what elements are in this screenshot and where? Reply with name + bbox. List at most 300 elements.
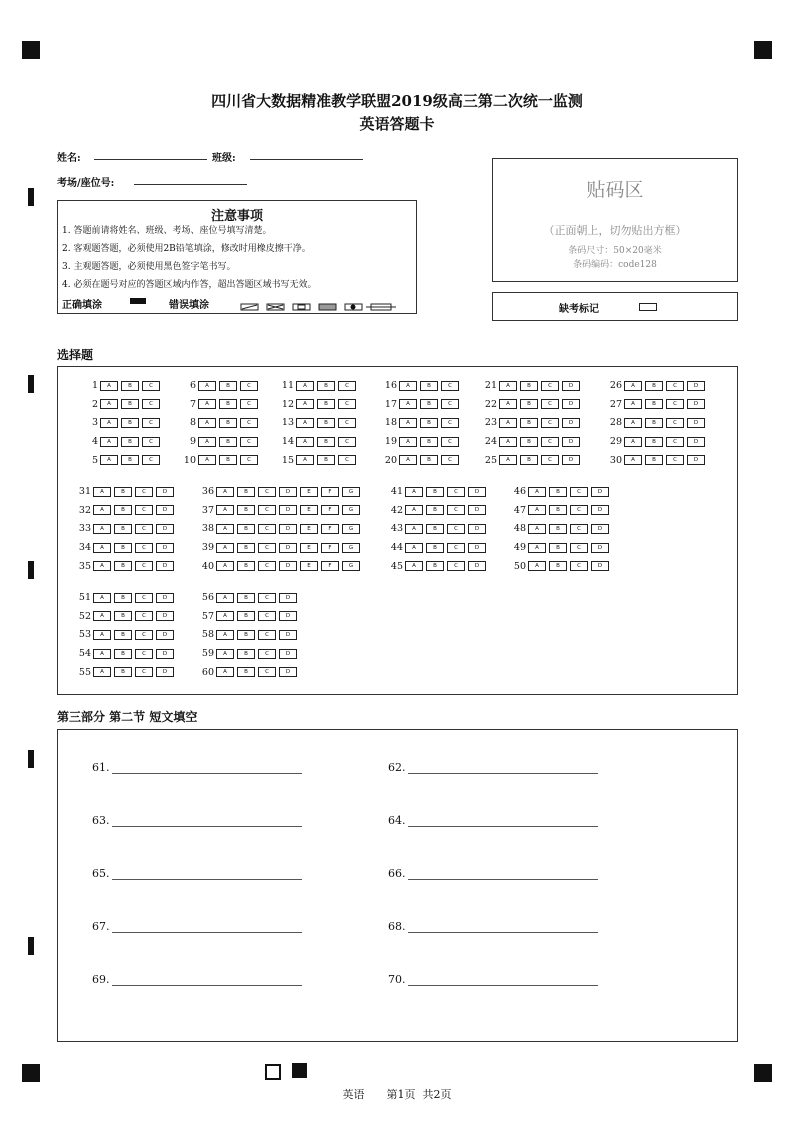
option-bubble-d[interactable]: D xyxy=(468,505,486,515)
option-bubble-a[interactable]: A xyxy=(198,437,216,447)
option-bubble-c[interactable]: C xyxy=(240,437,258,447)
option-bubble-b[interactable]: B xyxy=(420,437,438,447)
option-bubble-b[interactable]: B xyxy=(237,524,255,534)
option-bubble-c[interactable]: C xyxy=(142,399,160,409)
option-bubble-c[interactable]: C xyxy=(135,667,153,677)
question-number: 59 xyxy=(201,648,214,660)
option-bubble-d[interactable]: D xyxy=(156,593,174,603)
option-bubble-a[interactable]: A xyxy=(624,455,642,465)
option-bubble-d[interactable]: D xyxy=(591,543,609,553)
option-bubble-c[interactable]: C xyxy=(441,399,459,409)
answer-line[interactable] xyxy=(408,922,598,933)
option-bubble-b[interactable]: B xyxy=(420,418,438,428)
option-bubble-f[interactable]: F xyxy=(321,505,339,515)
option-bubble-b[interactable]: B xyxy=(549,524,567,534)
option-bubble-a[interactable]: A xyxy=(198,399,216,409)
option-bubble-d[interactable]: D xyxy=(687,455,705,465)
answer-line[interactable] xyxy=(408,869,598,880)
question-number: 43 xyxy=(390,523,403,535)
option-bubble-c[interactable]: C xyxy=(142,381,160,391)
option-bubble-a[interactable]: A xyxy=(399,381,417,391)
option-bubble-d[interactable]: D xyxy=(279,593,297,603)
option-bubble-a[interactable]: A xyxy=(93,593,111,603)
option-bubble-d[interactable]: D xyxy=(468,524,486,534)
option-bubble-a[interactable]: A xyxy=(216,593,234,603)
question-number: 53 xyxy=(78,629,91,641)
question-number: 11 xyxy=(281,380,294,391)
page-subtitle: 英语答题卡 xyxy=(359,115,435,133)
option-bubble-a[interactable]: A xyxy=(399,418,417,428)
fill-item-69 xyxy=(92,973,302,986)
option-bubble-b[interactable]: B xyxy=(121,418,139,428)
option-bubble-d[interactable]: D xyxy=(279,505,297,515)
option-bubble-c[interactable]: C xyxy=(447,561,465,571)
question-number: 54 xyxy=(78,648,91,660)
option-bubble-b[interactable]: B xyxy=(520,381,538,391)
option-bubble-c[interactable]: C xyxy=(441,381,459,391)
option-bubble-b[interactable]: B xyxy=(237,487,255,497)
option-bubble-d[interactable]: D xyxy=(562,399,580,409)
option-bubble-b[interactable]: B xyxy=(645,455,663,465)
option-bubble-a[interactable]: A xyxy=(499,455,517,465)
option-bubble-c[interactable]: C xyxy=(135,649,153,659)
option-bubble-d[interactable]: D xyxy=(156,611,174,621)
option-bubble-d[interactable]: D xyxy=(156,543,174,553)
choice-question-36 xyxy=(198,486,363,497)
question-number: 51 xyxy=(78,592,91,603)
option-bubble-a[interactable]: A xyxy=(216,561,234,571)
question-number: 32 xyxy=(78,504,91,516)
option-bubble-a[interactable]: A xyxy=(528,561,546,571)
option-bubble-c[interactable]: C xyxy=(441,437,459,447)
option-bubble-c[interactable]: C xyxy=(142,455,160,465)
option-bubble-a[interactable]: A xyxy=(624,399,642,409)
answer-line[interactable] xyxy=(408,763,598,774)
option-bubble-d[interactable]: D xyxy=(279,667,297,677)
barcode-title: 贴码区 xyxy=(586,179,644,201)
option-bubble-a[interactable]: A xyxy=(93,505,111,515)
option-bubble-d[interactable]: D xyxy=(156,487,174,497)
option-bubble-b[interactable]: B xyxy=(317,381,335,391)
option-bubble-d[interactable]: D xyxy=(687,418,705,428)
option-bubble-d[interactable]: D xyxy=(156,630,174,640)
option-bubble-b[interactable]: B xyxy=(317,437,335,447)
option-bubble-b[interactable]: B xyxy=(114,667,132,677)
option-bubble-b[interactable]: B xyxy=(317,418,335,428)
option-bubble-d[interactable]: D xyxy=(279,561,297,571)
option-bubble-a[interactable]: A xyxy=(93,611,111,621)
option-bubble-c[interactable]: C xyxy=(541,437,559,447)
option-bubble-b[interactable]: B xyxy=(121,399,139,409)
option-bubble-f[interactable]: F xyxy=(321,487,339,497)
option-bubble-e[interactable]: E xyxy=(300,543,318,553)
side-mark xyxy=(28,188,34,206)
option-bubble-c[interactable]: C xyxy=(666,399,684,409)
option-bubble-c[interactable]: C xyxy=(258,630,276,640)
option-bubble-d[interactable]: D xyxy=(156,667,174,677)
seat-field[interactable] xyxy=(134,184,247,185)
option-bubble-b[interactable]: B xyxy=(219,437,237,447)
choice-question-21 xyxy=(481,380,583,391)
absent-checkbox[interactable] xyxy=(639,303,657,311)
choice-question-8 xyxy=(180,417,261,428)
option-bubble-c[interactable]: C xyxy=(258,505,276,515)
choice-question-24 xyxy=(481,436,583,447)
option-bubble-c[interactable]: C xyxy=(666,381,684,391)
option-bubble-c[interactable]: C xyxy=(541,455,559,465)
option-bubble-b[interactable]: B xyxy=(520,437,538,447)
option-bubble-a[interactable]: A xyxy=(399,455,417,465)
corner-mark-bottom-right xyxy=(754,1064,772,1082)
option-bubble-a[interactable]: A xyxy=(198,455,216,465)
option-bubble-c[interactable]: C xyxy=(135,505,153,515)
option-bubble-b[interactable]: B xyxy=(237,593,255,603)
fill-number: 62. xyxy=(388,761,406,774)
option-bubble-c[interactable]: C xyxy=(447,543,465,553)
option-bubble-c[interactable]: C xyxy=(240,399,258,409)
question-number: 40 xyxy=(201,560,214,572)
option-bubble-d[interactable]: D xyxy=(591,487,609,497)
option-bubble-a[interactable]: A xyxy=(216,611,234,621)
option-bubble-f[interactable]: F xyxy=(321,561,339,571)
option-bubble-b[interactable]: B xyxy=(549,487,567,497)
question-number: 58 xyxy=(201,629,214,641)
option-bubble-b[interactable]: B xyxy=(114,524,132,534)
option-bubble-c[interactable]: C xyxy=(447,505,465,515)
option-bubble-a[interactable]: A xyxy=(499,399,517,409)
option-bubble-b[interactable]: B xyxy=(549,561,567,571)
option-bubble-d[interactable]: D xyxy=(279,524,297,534)
correct-fill-label: 正确填涂 xyxy=(62,300,102,311)
choice-question-14 xyxy=(278,436,359,447)
question-number: 6 xyxy=(189,380,196,391)
option-bubble-d[interactable]: D xyxy=(562,455,580,465)
question-number: 2 xyxy=(91,398,98,410)
option-bubble-g[interactable]: G xyxy=(342,487,360,497)
option-bubble-c[interactable]: C xyxy=(570,561,588,571)
option-bubble-c[interactable]: C xyxy=(240,381,258,391)
option-bubble-d[interactable]: D xyxy=(562,418,580,428)
choice-question-13 xyxy=(278,417,359,428)
option-bubble-b[interactable]: B xyxy=(426,524,444,534)
option-bubble-d[interactable]: D xyxy=(687,399,705,409)
option-bubble-c[interactable]: C xyxy=(258,649,276,659)
option-bubble-e[interactable]: E xyxy=(300,505,318,515)
question-number: 8 xyxy=(189,417,196,429)
question-number: 41 xyxy=(390,486,403,497)
fill-number: 61. xyxy=(92,761,110,774)
fill-item-64 xyxy=(388,814,598,827)
option-bubble-b[interactable]: B xyxy=(645,399,663,409)
option-bubble-c[interactable]: C xyxy=(258,611,276,621)
option-bubble-d[interactable]: D xyxy=(591,505,609,515)
choice-question-55 xyxy=(75,667,177,678)
side-mark xyxy=(28,375,34,393)
option-bubble-d[interactable]: D xyxy=(279,630,297,640)
option-bubble-b[interactable]: B xyxy=(114,593,132,603)
side-mark xyxy=(28,937,34,955)
option-bubble-b[interactable]: B xyxy=(426,543,444,553)
option-bubble-a[interactable]: A xyxy=(100,437,118,447)
option-bubble-c[interactable]: C xyxy=(338,418,356,428)
choice-question-42 xyxy=(387,505,489,516)
option-bubble-a[interactable]: A xyxy=(93,543,111,553)
choice-question-11 xyxy=(278,380,359,391)
option-bubble-c[interactable]: C xyxy=(666,437,684,447)
option-bubble-c[interactable]: C xyxy=(441,418,459,428)
option-bubble-c[interactable]: C xyxy=(541,381,559,391)
option-bubble-a[interactable]: A xyxy=(528,524,546,534)
option-bubble-a[interactable]: A xyxy=(216,630,234,640)
option-bubble-d[interactable]: D xyxy=(156,649,174,659)
option-bubble-b[interactable]: B xyxy=(237,611,255,621)
option-bubble-c[interactable]: C xyxy=(258,487,276,497)
option-bubble-g[interactable]: G xyxy=(342,524,360,534)
option-bubble-a[interactable]: A xyxy=(216,487,234,497)
option-bubble-a[interactable]: A xyxy=(399,437,417,447)
question-number: 55 xyxy=(78,666,91,678)
option-bubble-d[interactable]: D xyxy=(279,487,297,497)
fill-item-67 xyxy=(92,920,302,933)
option-bubble-a[interactable]: A xyxy=(499,418,517,428)
option-bubble-a[interactable]: A xyxy=(499,437,517,447)
option-bubble-a[interactable]: A xyxy=(405,487,423,497)
option-bubble-a[interactable]: A xyxy=(624,381,642,391)
option-bubble-a[interactable]: A xyxy=(399,399,417,409)
name-field[interactable] xyxy=(94,159,207,160)
option-bubble-c[interactable]: C xyxy=(142,418,160,428)
option-bubble-d[interactable]: D xyxy=(156,505,174,515)
option-bubble-b[interactable]: B xyxy=(645,418,663,428)
option-bubble-a[interactable]: A xyxy=(405,543,423,553)
question-number: 36 xyxy=(201,486,214,497)
option-bubble-b[interactable]: B xyxy=(114,611,132,621)
option-bubble-a[interactable]: A xyxy=(624,437,642,447)
option-bubble-c[interactable]: C xyxy=(240,455,258,465)
option-bubble-b[interactable]: B xyxy=(420,455,438,465)
option-bubble-b[interactable]: B xyxy=(114,543,132,553)
option-bubble-a[interactable]: A xyxy=(198,418,216,428)
option-bubble-c[interactable]: C xyxy=(258,667,276,677)
option-bubble-c[interactable]: C xyxy=(666,418,684,428)
option-bubble-a[interactable]: A xyxy=(198,381,216,391)
option-bubble-a[interactable]: A xyxy=(216,505,234,515)
option-bubble-e[interactable]: E xyxy=(300,524,318,534)
option-bubble-d[interactable]: D xyxy=(468,487,486,497)
option-bubble-c[interactable]: C xyxy=(258,524,276,534)
question-number: 21 xyxy=(484,380,497,391)
option-bubble-a[interactable]: A xyxy=(216,543,234,553)
option-bubble-a[interactable]: A xyxy=(296,437,314,447)
option-bubble-c[interactable]: C xyxy=(142,437,160,447)
option-bubble-a[interactable]: A xyxy=(100,418,118,428)
option-bubble-c[interactable]: C xyxy=(258,543,276,553)
fill-number: 68. xyxy=(388,920,406,933)
option-bubble-a[interactable]: A xyxy=(405,505,423,515)
option-bubble-c[interactable]: C xyxy=(338,455,356,465)
option-bubble-c[interactable]: C xyxy=(447,524,465,534)
option-bubble-c[interactable]: C xyxy=(258,561,276,571)
option-bubble-b[interactable]: B xyxy=(219,381,237,391)
option-bubble-b[interactable]: B xyxy=(520,455,538,465)
option-bubble-d[interactable]: D xyxy=(279,543,297,553)
option-bubble-b[interactable]: B xyxy=(520,418,538,428)
option-bubble-b[interactable]: B xyxy=(645,437,663,447)
option-bubble-d[interactable]: D xyxy=(156,561,174,571)
option-bubble-a[interactable]: A xyxy=(100,381,118,391)
option-bubble-c[interactable]: C xyxy=(135,593,153,603)
option-bubble-a[interactable]: A xyxy=(216,667,234,677)
option-bubble-c[interactable]: C xyxy=(135,543,153,553)
option-bubble-c[interactable]: C xyxy=(541,418,559,428)
option-bubble-a[interactable]: A xyxy=(405,561,423,571)
option-bubble-a[interactable]: A xyxy=(93,649,111,659)
choice-question-45 xyxy=(387,561,489,572)
barcode-area xyxy=(492,158,738,282)
option-bubble-a[interactable]: A xyxy=(296,399,314,409)
answer-line[interactable] xyxy=(408,975,598,986)
option-bubble-a[interactable]: A xyxy=(93,667,111,677)
option-bubble-c[interactable]: C xyxy=(666,455,684,465)
option-bubble-c[interactable]: C xyxy=(338,437,356,447)
option-bubble-d[interactable]: D xyxy=(468,561,486,571)
option-bubble-g[interactable]: G xyxy=(342,505,360,515)
option-bubble-d[interactable]: D xyxy=(279,611,297,621)
option-bubble-e[interactable]: E xyxy=(300,487,318,497)
option-bubble-b[interactable]: B xyxy=(520,399,538,409)
option-bubble-d[interactable]: D xyxy=(591,561,609,571)
option-bubble-b[interactable]: B xyxy=(114,505,132,515)
option-bubble-a[interactable]: A xyxy=(528,487,546,497)
question-number: 28 xyxy=(609,417,622,429)
option-bubble-b[interactable]: B xyxy=(420,381,438,391)
answer-line[interactable] xyxy=(112,816,302,827)
fill-number: 67. xyxy=(92,920,110,933)
option-bubble-b[interactable]: B xyxy=(114,649,132,659)
option-bubble-f[interactable]: F xyxy=(321,543,339,553)
answer-line[interactable] xyxy=(408,816,598,827)
option-bubble-b[interactable]: B xyxy=(237,630,255,640)
choice-question-57 xyxy=(198,611,300,622)
option-bubble-a[interactable]: A xyxy=(296,455,314,465)
option-bubble-a[interactable]: A xyxy=(528,505,546,515)
option-bubble-c[interactable]: C xyxy=(135,611,153,621)
option-bubble-a[interactable]: A xyxy=(296,418,314,428)
option-bubble-c[interactable]: C xyxy=(441,455,459,465)
option-bubble-b[interactable]: B xyxy=(114,561,132,571)
fill-section-title: 第三部分 第二节 短文填空 xyxy=(57,710,198,724)
option-bubble-a[interactable]: A xyxy=(93,561,111,571)
option-bubble-c[interactable]: C xyxy=(338,381,356,391)
option-bubble-a[interactable]: A xyxy=(100,399,118,409)
option-bubble-c[interactable]: C xyxy=(135,630,153,640)
choice-question-32 xyxy=(75,505,177,516)
option-bubble-a[interactable]: A xyxy=(216,524,234,534)
option-bubble-b[interactable]: B xyxy=(114,630,132,640)
fill-number: 70. xyxy=(388,973,406,986)
choice-question-41 xyxy=(387,486,489,497)
option-bubble-e[interactable]: E xyxy=(300,561,318,571)
option-bubble-d[interactable]: D xyxy=(562,437,580,447)
option-bubble-c[interactable]: C xyxy=(447,487,465,497)
option-bubble-g[interactable]: G xyxy=(342,561,360,571)
question-number: 16 xyxy=(384,380,397,391)
option-bubble-d[interactable]: D xyxy=(687,381,705,391)
option-bubble-b[interactable]: B xyxy=(237,667,255,677)
option-bubble-c[interactable]: C xyxy=(570,524,588,534)
option-bubble-a[interactable]: A xyxy=(93,630,111,640)
option-bubble-d[interactable]: D xyxy=(279,649,297,659)
option-bubble-a[interactable]: A xyxy=(296,381,314,391)
option-bubble-c[interactable]: C xyxy=(258,593,276,603)
option-bubble-b[interactable]: B xyxy=(426,487,444,497)
option-bubble-c[interactable]: C xyxy=(135,524,153,534)
option-bubble-d[interactable]: D xyxy=(468,543,486,553)
option-bubble-a[interactable]: A xyxy=(93,487,111,497)
option-bubble-a[interactable]: A xyxy=(528,543,546,553)
answer-line[interactable] xyxy=(112,763,302,774)
answer-line[interactable] xyxy=(112,869,302,880)
question-number: 18 xyxy=(384,417,397,429)
option-bubble-d[interactable]: D xyxy=(687,437,705,447)
option-bubble-b[interactable]: B xyxy=(426,561,444,571)
option-bubble-f[interactable]: F xyxy=(321,524,339,534)
option-bubble-b[interactable]: B xyxy=(420,399,438,409)
option-bubble-a[interactable]: A xyxy=(93,524,111,534)
option-bubble-b[interactable]: B xyxy=(426,505,444,515)
choice-question-43 xyxy=(387,523,489,534)
option-bubble-b[interactable]: B xyxy=(237,543,255,553)
option-bubble-b[interactable]: B xyxy=(549,505,567,515)
option-bubble-a[interactable]: A xyxy=(624,418,642,428)
answer-line[interactable] xyxy=(112,922,302,933)
answer-line[interactable] xyxy=(112,975,302,986)
option-bubble-a[interactable]: A xyxy=(405,524,423,534)
option-bubble-b[interactable]: B xyxy=(237,561,255,571)
option-bubble-b[interactable]: B xyxy=(219,399,237,409)
option-bubble-b[interactable]: B xyxy=(237,505,255,515)
option-bubble-b[interactable]: B xyxy=(549,543,567,553)
question-number: 24 xyxy=(484,436,497,448)
class-field[interactable] xyxy=(250,159,363,160)
option-bubble-d[interactable]: D xyxy=(156,524,174,534)
option-bubble-c[interactable]: C xyxy=(338,399,356,409)
option-bubble-d[interactable]: D xyxy=(591,524,609,534)
option-bubble-a[interactable]: A xyxy=(499,381,517,391)
option-bubble-c[interactable]: C xyxy=(570,487,588,497)
option-bubble-b[interactable]: B xyxy=(121,437,139,447)
option-bubble-b[interactable]: B xyxy=(219,418,237,428)
option-bubble-c[interactable]: C xyxy=(135,561,153,571)
option-bubble-c[interactable]: C xyxy=(135,487,153,497)
option-bubble-a[interactable]: A xyxy=(216,649,234,659)
option-bubble-b[interactable]: B xyxy=(219,455,237,465)
option-bubble-c[interactable]: C xyxy=(570,505,588,515)
option-bubble-b[interactable]: B xyxy=(317,399,335,409)
option-bubble-b[interactable]: B xyxy=(645,381,663,391)
option-bubble-c[interactable]: C xyxy=(541,399,559,409)
option-bubble-d[interactable]: D xyxy=(562,381,580,391)
option-bubble-b[interactable]: B xyxy=(317,455,335,465)
option-bubble-g[interactable]: G xyxy=(342,543,360,553)
option-bubble-c[interactable]: C xyxy=(570,543,588,553)
option-bubble-b[interactable]: B xyxy=(237,649,255,659)
option-bubble-a[interactable]: A xyxy=(100,455,118,465)
option-bubble-b[interactable]: B xyxy=(121,455,139,465)
option-bubble-c[interactable]: C xyxy=(240,418,258,428)
option-bubble-b[interactable]: B xyxy=(114,487,132,497)
option-bubble-b[interactable]: B xyxy=(121,381,139,391)
